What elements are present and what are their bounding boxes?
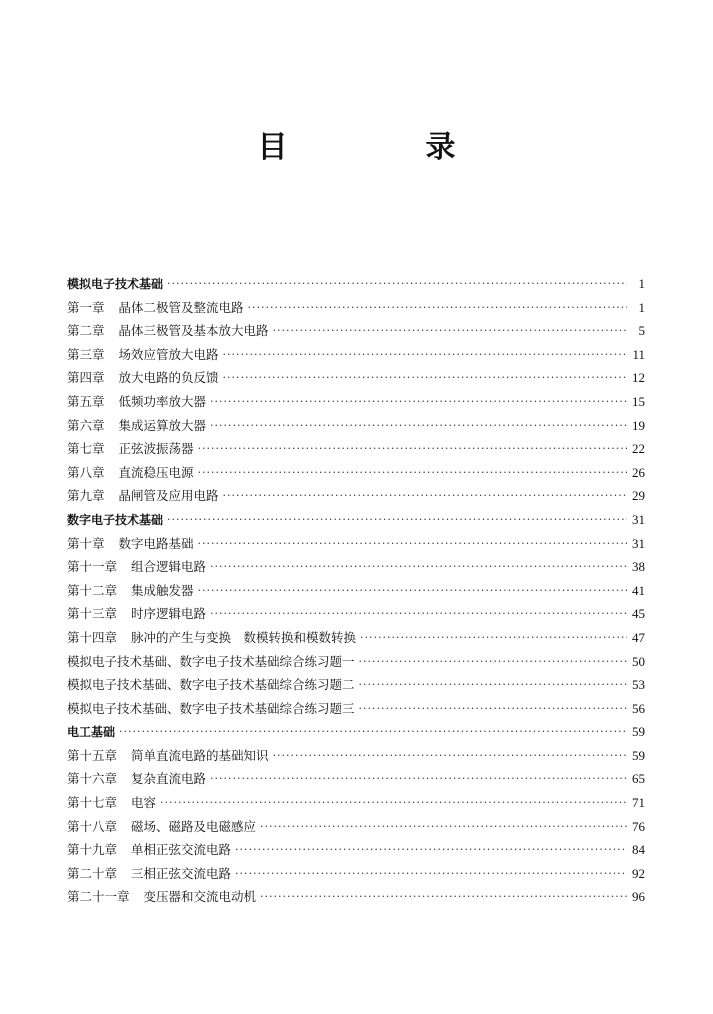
- dot-leader: [223, 343, 627, 367]
- toc-entry-text: [67, 296, 244, 320]
- toc-entry-text: [67, 509, 163, 533]
- entry-title: 低频功率放大器: [118, 393, 207, 409]
- toc-section-heading: [67, 720, 645, 744]
- page-number: 65: [632, 771, 645, 787]
- chapter-number: 第十四章: [67, 629, 118, 645]
- dot-leader: [248, 296, 627, 320]
- entry-title: 集成触发器: [131, 582, 194, 598]
- page-number: 53: [632, 677, 645, 693]
- page-number: 41: [632, 582, 645, 598]
- entry-title: 三相正弦交流电路: [131, 865, 232, 881]
- toc-entry-text: [67, 791, 156, 815]
- entry-title: 模拟电子技术基础: [67, 277, 164, 291]
- toc-entry: [67, 602, 645, 626]
- entry-title: 直流稳压电源: [118, 464, 194, 480]
- dot-leader: [223, 366, 627, 390]
- toc-entry: [67, 697, 645, 721]
- page-number: 19: [632, 417, 645, 433]
- toc-entry: [67, 815, 645, 839]
- toc-entry-text: [67, 461, 194, 485]
- toc-entry: [67, 319, 645, 343]
- entry-title: 脉冲的产生与变换 数模转换和模数转换: [131, 629, 357, 645]
- entry-title: 场效应管放大电路: [118, 346, 219, 362]
- dot-leader: [273, 319, 627, 343]
- chapter-number: 第三章: [67, 346, 105, 362]
- toc-entry: [67, 885, 645, 909]
- toc-entry-text: [67, 697, 355, 721]
- toc-entry-text: [67, 579, 194, 603]
- toc-section-heading: [67, 272, 645, 296]
- entry-title: 磁场、磁路及电磁感应: [131, 818, 257, 834]
- toc-entry-text: [67, 862, 231, 886]
- entry-title: 模拟电子技术基础、数字电子技术基础综合练习题二: [67, 677, 355, 693]
- entry-title: 晶体三极管及基本放大电路: [118, 323, 269, 339]
- entry-title: 组合逻辑电路: [131, 559, 207, 575]
- toc-entry-text: [67, 273, 163, 297]
- dot-leader: [210, 602, 627, 626]
- page-number: 84: [632, 842, 645, 858]
- entry-title: 数字电路基础: [118, 535, 194, 551]
- entry-title: 复杂直流电路: [131, 771, 207, 787]
- page-number: 31: [632, 535, 645, 551]
- dot-leader: [210, 390, 627, 414]
- toc-entry: [67, 579, 645, 603]
- chapter-number: 第十六章: [67, 771, 118, 787]
- toc-entry: [67, 838, 645, 862]
- toc-entry: [67, 366, 645, 390]
- entry-title: 正弦波振荡器: [118, 441, 194, 457]
- entry-title: 模拟电子技术基础、数字电子技术基础综合练习题三: [67, 700, 355, 716]
- toc-section-heading: [67, 508, 645, 532]
- dot-leader: [359, 673, 627, 697]
- entry-title: 电工基础: [67, 725, 116, 740]
- dot-leader: [260, 885, 627, 909]
- dot-leader: [235, 838, 627, 862]
- dot-leader: [235, 862, 627, 886]
- page-number: 12: [632, 370, 645, 386]
- page-number: 59: [632, 724, 645, 740]
- page-number: 50: [632, 653, 645, 669]
- dot-leader: [198, 437, 627, 461]
- dot-leader: [260, 815, 627, 839]
- entry-title: 简单直流电路的基础知识: [131, 747, 269, 763]
- chapter-number: 第四章: [67, 370, 105, 386]
- page-number: 29: [632, 488, 645, 504]
- chapter-number: 第二十章: [67, 865, 118, 881]
- toc-entry: [67, 532, 645, 556]
- entry-title: 集成运算放大器: [118, 417, 207, 433]
- dot-leader: [210, 767, 627, 791]
- page-number: 47: [632, 629, 645, 645]
- toc-entry: [67, 390, 645, 414]
- toc-entry-text: [67, 319, 269, 343]
- toc-entry-text: [67, 650, 355, 674]
- toc-entry-text: [67, 885, 256, 909]
- page-number: 15: [632, 393, 645, 409]
- toc-entry-text: [67, 366, 219, 390]
- toc-entry-text: [67, 767, 206, 791]
- page-number: 1: [638, 276, 645, 291]
- page-number: 5: [638, 323, 645, 339]
- page-number: 11: [632, 346, 645, 362]
- toc-entry-text: [67, 390, 206, 414]
- toc-entry: [67, 296, 645, 320]
- dot-leader: [119, 720, 627, 744]
- entry-title: 电容: [131, 795, 157, 811]
- toc-entry: [67, 343, 645, 367]
- dot-leader: [160, 791, 627, 815]
- toc-entry: [67, 673, 645, 697]
- toc-entry-text: [67, 626, 356, 650]
- entry-title: 时序逻辑电路: [131, 606, 207, 622]
- dot-leader: [167, 272, 627, 296]
- toc-entry-text: [67, 721, 115, 745]
- chapter-number: 第十九章: [67, 842, 118, 858]
- chapter-number: 第二十一章: [67, 889, 130, 905]
- toc-entry: [67, 461, 645, 485]
- toc-entry-text: [67, 838, 231, 862]
- dot-leader: [273, 744, 627, 768]
- chapter-number: 第十八章: [67, 818, 118, 834]
- toc-entry-text: [67, 484, 219, 508]
- page-number: 92: [632, 865, 645, 881]
- chapter-number: 第十七章: [67, 795, 118, 811]
- entry-title: 单相正弦交流电路: [131, 842, 232, 858]
- page-number: 71: [632, 795, 645, 811]
- toc-entry-text: [67, 602, 206, 626]
- chapter-number: 第二章: [67, 323, 105, 339]
- chapter-number: 第十一章: [67, 559, 118, 575]
- toc-entry: [67, 791, 645, 815]
- chapter-number: 第八章: [67, 464, 105, 480]
- toc-entry-text: [67, 414, 206, 438]
- dot-leader: [223, 484, 627, 508]
- dot-leader: [359, 697, 627, 721]
- toc-entry-text: [67, 532, 194, 556]
- toc-entry: [67, 437, 645, 461]
- page-number: 76: [632, 818, 645, 834]
- page-number: 31: [632, 511, 645, 527]
- entry-title: 晶闸管及应用电路: [118, 488, 219, 504]
- chapter-number: 第一章: [67, 299, 105, 315]
- dot-leader: [198, 579, 627, 603]
- dot-leader: [198, 461, 627, 485]
- chapter-number: 第十二章: [67, 582, 118, 598]
- page-number: 59: [632, 747, 645, 763]
- toc-entry: [67, 650, 645, 674]
- chapter-number: 第九章: [67, 488, 105, 504]
- entry-title: 数字电子技术基础: [67, 512, 164, 527]
- chapter-number: 第六章: [67, 417, 105, 433]
- table-of-contents: [67, 272, 645, 909]
- entry-title: 放大电路的负反馈: [118, 370, 219, 386]
- toc-entry: [67, 767, 645, 791]
- page-number: 1: [638, 299, 645, 315]
- chapter-number: 第十三章: [67, 606, 118, 622]
- page-number: 96: [632, 889, 645, 905]
- page-number: 38: [632, 559, 645, 575]
- dot-leader: [359, 650, 627, 674]
- chapter-number: 第七章: [67, 441, 105, 457]
- toc-entry: [67, 862, 645, 886]
- entry-title: 晶体二极管及整流电路: [118, 299, 244, 315]
- page-number: 26: [632, 464, 645, 480]
- toc-entry: [67, 744, 645, 768]
- toc-entry: [67, 626, 645, 650]
- toc-entry: [67, 484, 645, 508]
- chapter-number: 第五章: [67, 393, 105, 409]
- entry-title: 变压器和交流电动机: [143, 889, 257, 905]
- toc-entry-text: [67, 815, 256, 839]
- dot-leader: [360, 626, 627, 650]
- page-number: 56: [632, 700, 645, 716]
- dot-leader: [210, 555, 627, 579]
- toc-entry-text: [67, 555, 206, 579]
- toc-entry: [67, 414, 645, 438]
- page-number: 22: [632, 441, 645, 457]
- toc-entry-text: [67, 673, 355, 697]
- toc-entry-text: [67, 437, 194, 461]
- dot-leader: [198, 532, 627, 556]
- page-number: 45: [632, 606, 645, 622]
- toc-entry: [67, 555, 645, 579]
- toc-entry-text: [67, 744, 269, 768]
- entry-title: 模拟电子技术基础、数字电子技术基础综合练习题一: [67, 653, 355, 669]
- toc-entry-text: [67, 343, 219, 367]
- page-title: 目 录: [257, 130, 510, 165]
- chapter-number: 第十五章: [67, 747, 118, 763]
- dot-leader: [167, 508, 627, 532]
- dot-leader: [210, 414, 627, 438]
- chapter-number: 第十章: [67, 535, 105, 551]
